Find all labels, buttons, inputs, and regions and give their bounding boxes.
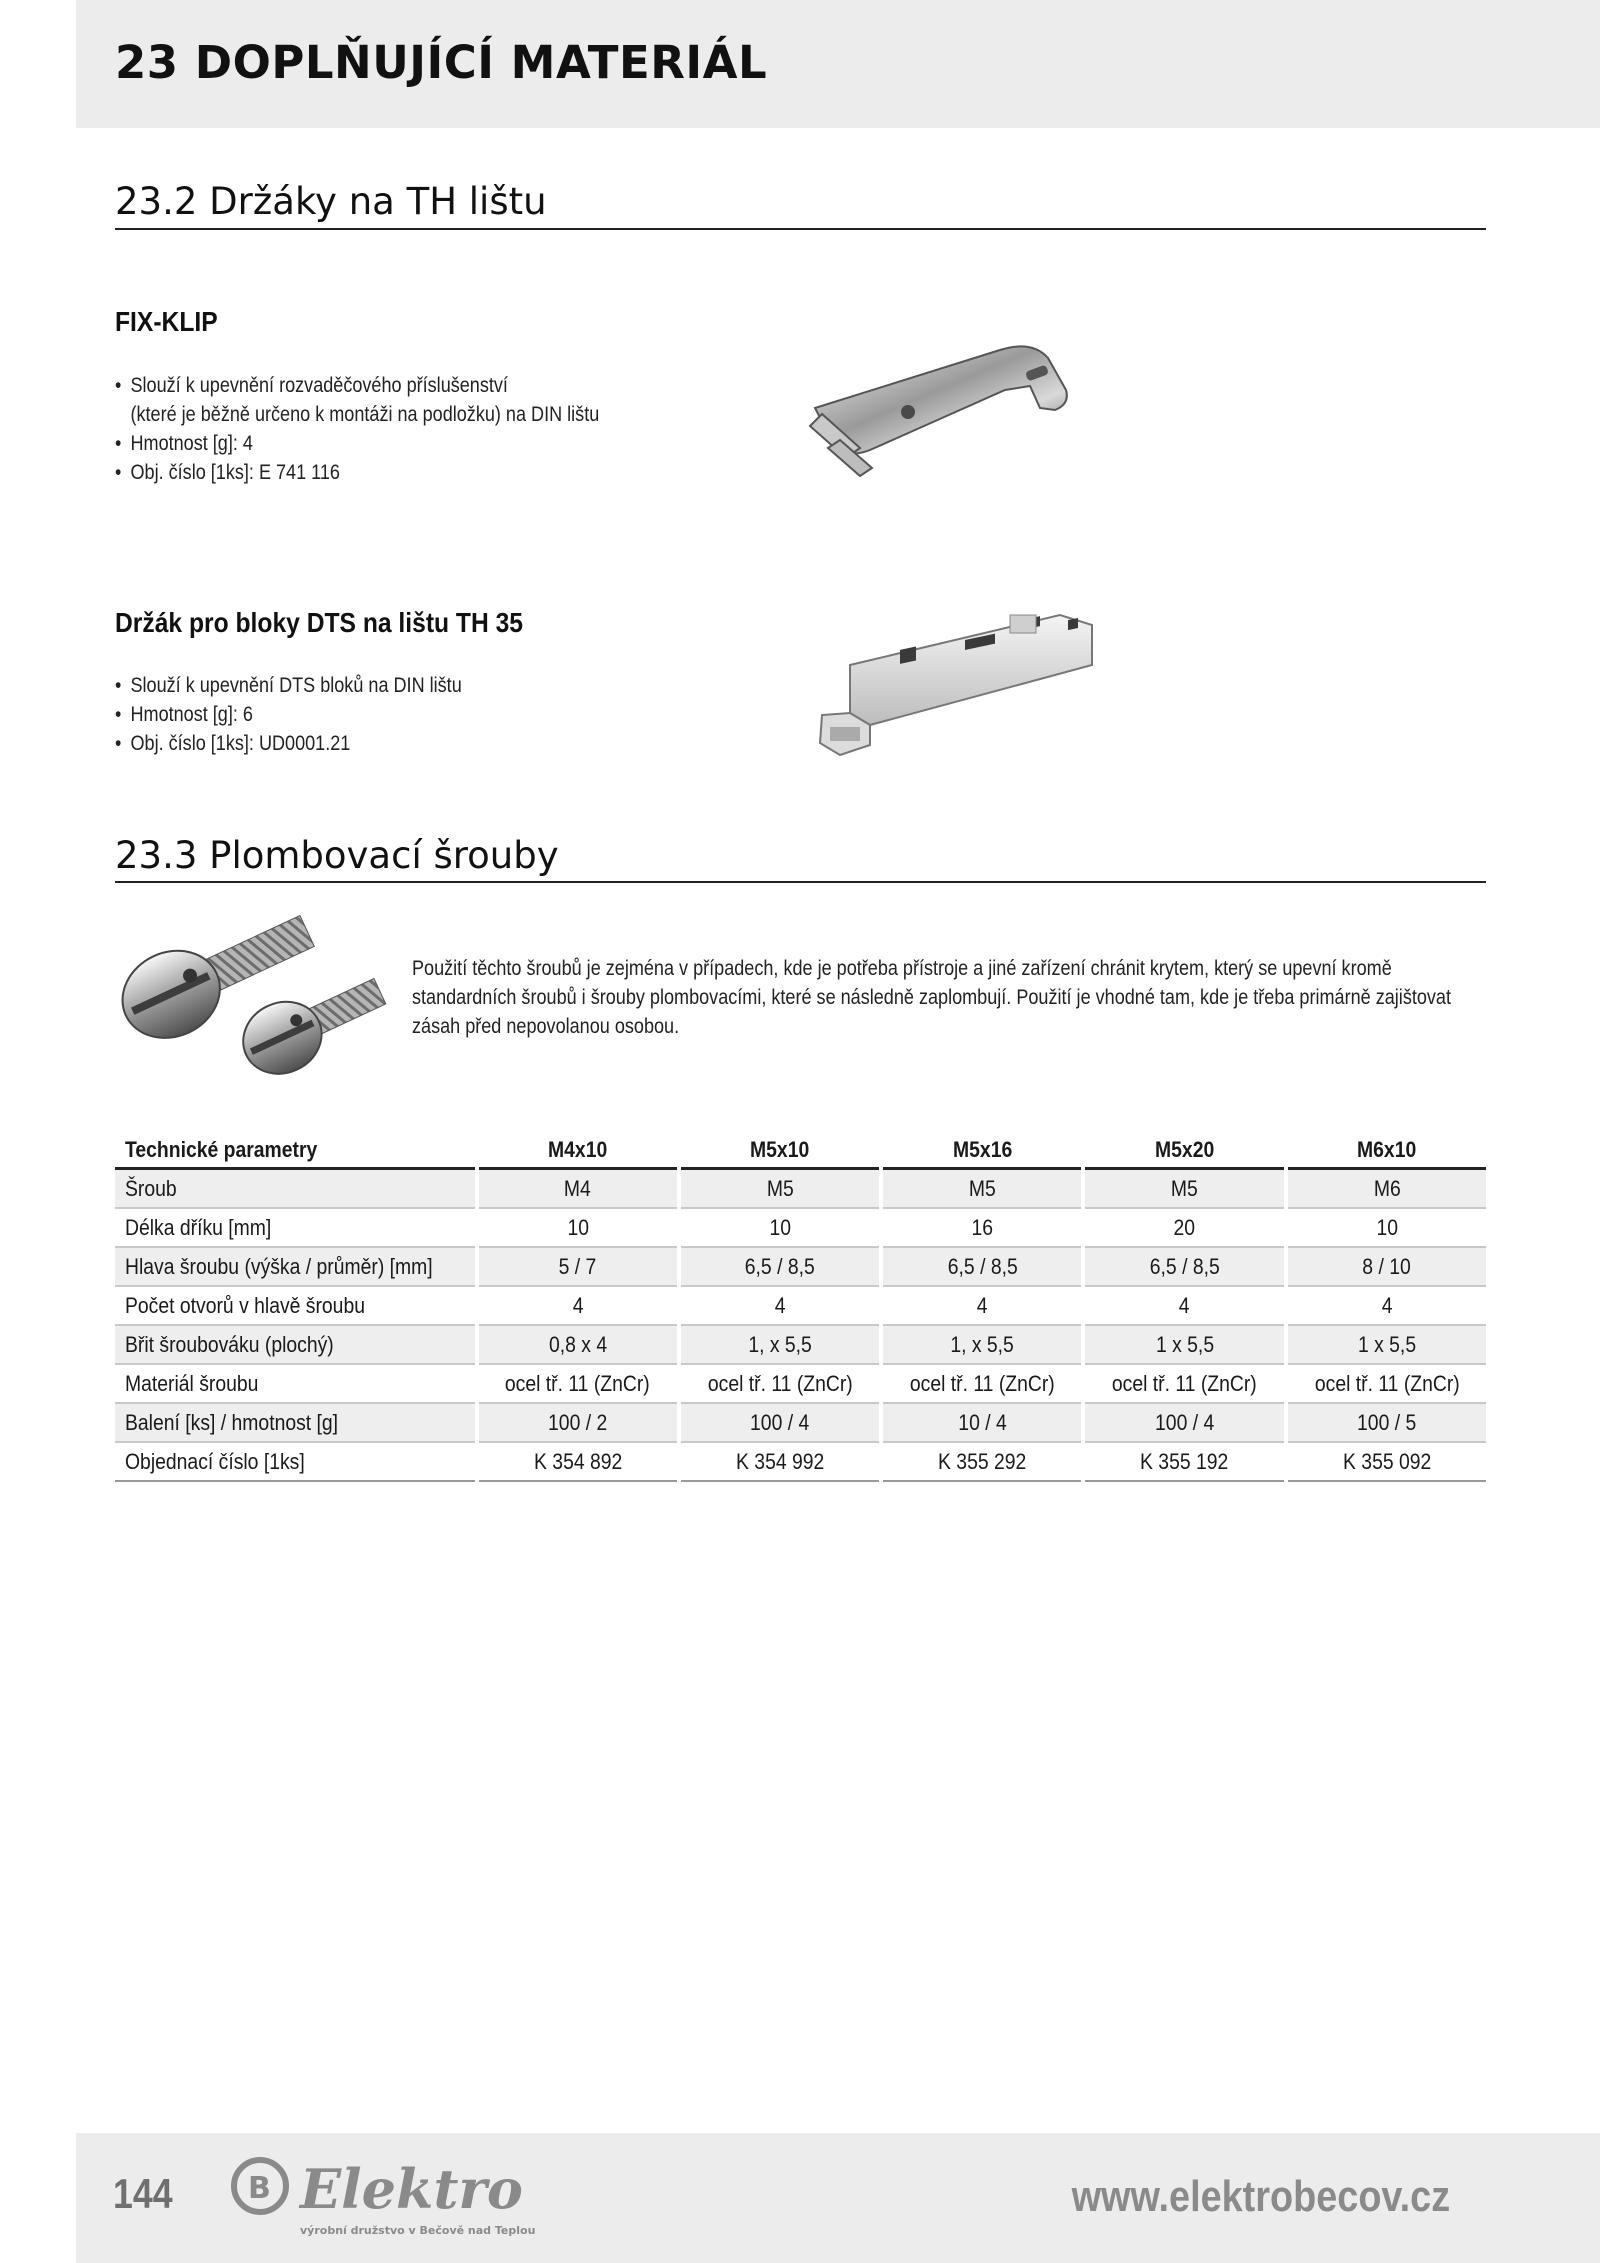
table-cell: K 355 292 <box>883 1443 1081 1482</box>
section-rule <box>115 881 1486 883</box>
table-cell: ocel tř. 11 (ZnCr) <box>681 1365 879 1404</box>
table-cell: K 354 992 <box>681 1443 879 1482</box>
fix-klip-clip-icon <box>800 330 1090 480</box>
svg-text:B: B <box>248 2171 271 2206</box>
table-cell: K 354 892 <box>479 1443 677 1482</box>
section-title-23-3: 23.3 Plombovací šrouby <box>115 834 559 877</box>
table-cell: 10 / 4 <box>883 1404 1081 1443</box>
table-cell: M5 <box>883 1170 1081 1209</box>
sealing-screws-icon <box>112 915 387 1075</box>
table-cell: 20 <box>1085 1209 1283 1248</box>
table-cell: 16 <box>883 1209 1081 1248</box>
table-cell: Objednací číslo [1ks] <box>115 1443 475 1482</box>
table-cell: 10 <box>1288 1209 1486 1248</box>
website-url: www.elektrobecov.cz <box>1071 2172 1450 2221</box>
dts-holder-icon <box>810 595 1100 765</box>
table-cell: ocel tř. 11 (ZnCr) <box>479 1365 677 1404</box>
list-item: • Obj. číslo [1ks]: UD0001.21 <box>115 732 351 755</box>
table-cell: 6,5 / 8,5 <box>681 1248 879 1287</box>
table-cell: K 355 192 <box>1085 1443 1283 1482</box>
table-row <box>115 1287 1486 1326</box>
table-cell: 10 <box>479 1209 677 1248</box>
section-title-23-2: 23.2 Držáky na TH lištu <box>115 180 547 223</box>
list-item: • Slouží k upevnění DTS bloků na DIN lištu <box>115 674 462 697</box>
product-title-dts-holder: Držák pro bloky DTS na lištu TH 35 <box>115 607 524 638</box>
table-cell: 6,5 / 8,5 <box>1085 1248 1283 1287</box>
dts-holder-bullets <box>115 671 462 758</box>
fix-klip-bullets <box>115 371 599 487</box>
list-item: • Obj. číslo [1ks]: E 741 116 <box>115 461 340 484</box>
table-cell: 100 / 5 <box>1288 1404 1486 1443</box>
table-cell: K 355 092 <box>1288 1443 1486 1482</box>
table-cell: 4 <box>883 1287 1081 1326</box>
page-number: 144 <box>113 2170 173 2217</box>
table-cell: Délka dříku [mm] <box>115 1209 475 1248</box>
logo-tagline: výrobní družstvo v Bečově nad Teplou <box>300 2224 536 2237</box>
table-cell: 1, x 5,5 <box>681 1326 879 1365</box>
logo-wordmark: Elektro <box>300 2157 523 2221</box>
product-title-fix-klip: FIX-KLIP <box>115 306 218 337</box>
list-item: • Hmotnost [g]: 6 <box>115 703 253 726</box>
section-rule <box>115 228 1486 230</box>
parameters-table <box>115 1133 1486 1482</box>
list-item: • Hmotnost [g]: 4 <box>115 432 253 455</box>
table-header-cell: M5x10 <box>681 1133 879 1170</box>
table-cell: 1 x 5,5 <box>1288 1326 1486 1365</box>
table-cell: 4 <box>479 1287 677 1326</box>
table-cell: 100 / 2 <box>479 1404 677 1443</box>
table-cell: 5 / 7 <box>479 1248 677 1287</box>
table-cell: 4 <box>1085 1287 1283 1326</box>
table-cell: Počet otvorů v hlavě šroubu <box>115 1287 475 1326</box>
table-row <box>115 1404 1486 1443</box>
table-header-cell: M4x10 <box>479 1133 677 1170</box>
chapter-title: 23 DOPLŇUJÍCÍ MATERIÁL <box>115 36 768 89</box>
table-cell: 4 <box>681 1287 879 1326</box>
table-header-cell: M5x16 <box>883 1133 1081 1170</box>
table-cell: 100 / 4 <box>681 1404 879 1443</box>
table-cell: Hlava šroubu (výška / průměr) [mm] <box>115 1248 475 1287</box>
table-cell: 0,8 x 4 <box>479 1326 677 1365</box>
elektro-logo-icon <box>228 2150 548 2240</box>
sealing-screws-description: Použití těchto šroubů je zejména v případech, kde je potřeba přístroje a jiné zařízení chránit krytem, který se upevní kromě standardních šroubů i šrouby plombovacími, které se následně zaplombují. Použití je vhodné tam, kde je třeba primárně zajištovat zásah před nepovolanou osobou. <box>412 957 1452 1038</box>
table-row <box>115 1209 1486 1248</box>
table-cell: 6,5 / 8,5 <box>883 1248 1081 1287</box>
table-cell: ocel tř. 11 (ZnCr) <box>1288 1365 1486 1404</box>
table-header-row <box>115 1133 1486 1170</box>
table-cell: 1, x 5,5 <box>883 1326 1081 1365</box>
table-header-cell: Technické parametry <box>115 1133 475 1170</box>
table-row <box>115 1365 1486 1404</box>
table-cell: 4 <box>1288 1287 1486 1326</box>
table-row <box>115 1326 1486 1365</box>
table-cell: M5 <box>1085 1170 1283 1209</box>
table-cell: M5 <box>681 1170 879 1209</box>
table-cell: ocel tř. 11 (ZnCr) <box>883 1365 1081 1404</box>
table-header-cell: M6x10 <box>1288 1133 1486 1170</box>
list-item: • Slouží k upevnění rozvaděčového příslušenství <box>115 374 508 397</box>
list-item: (které je běžně určeno k montáži na podložku) na DIN lištu <box>130 403 600 426</box>
table-row <box>115 1170 1486 1209</box>
table-cell: Šroub <box>115 1170 475 1209</box>
table-cell: 8 / 10 <box>1288 1248 1486 1287</box>
table-cell: 10 <box>681 1209 879 1248</box>
table-row <box>115 1443 1486 1482</box>
table-cell: Balení [ks] / hmotnost [g] <box>115 1404 475 1443</box>
table-header-cell: M5x20 <box>1085 1133 1283 1170</box>
table-cell: M6 <box>1288 1170 1486 1209</box>
table-cell: 1 x 5,5 <box>1085 1326 1283 1365</box>
table-row <box>115 1248 1486 1287</box>
table-cell: ocel tř. 11 (ZnCr) <box>1085 1365 1283 1404</box>
table-cell: 100 / 4 <box>1085 1404 1283 1443</box>
table-cell: Materiál šroubu <box>115 1365 475 1404</box>
table-cell: Břit šroubováku (plochý) <box>115 1326 475 1365</box>
table-cell: M4 <box>479 1170 677 1209</box>
